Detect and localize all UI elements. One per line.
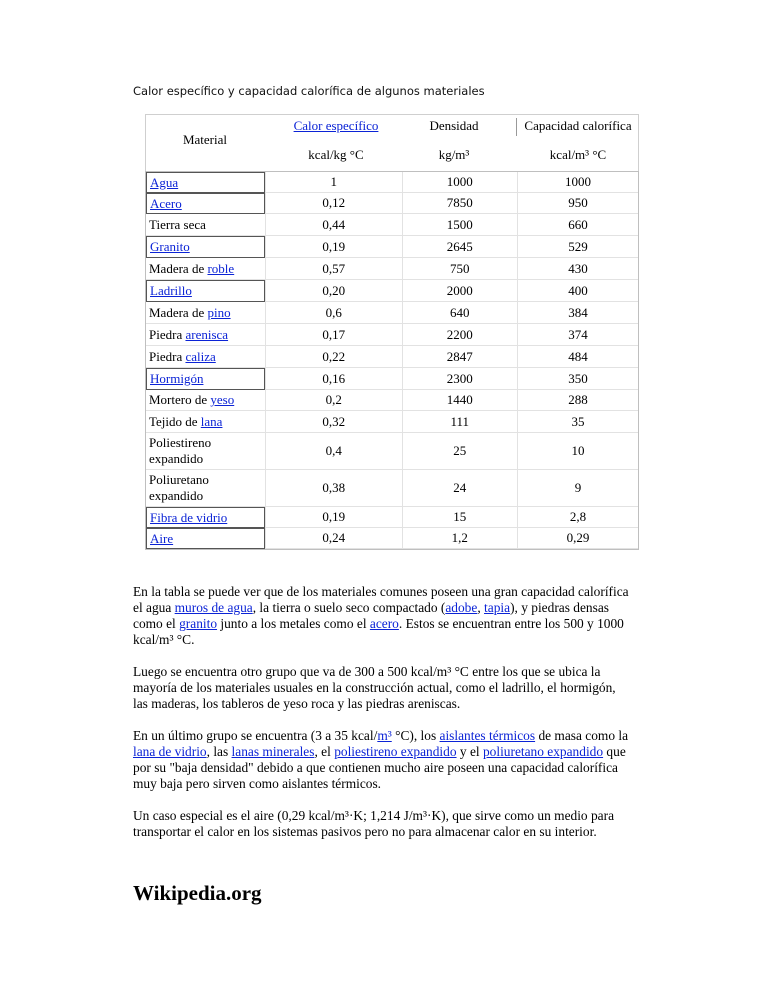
- inline-link[interactable]: granito: [179, 616, 218, 631]
- densidad-value: 25: [402, 433, 517, 470]
- material-name-text: Piedra: [149, 326, 186, 342]
- densidad-value: 2000: [402, 280, 517, 302]
- header-capacidad-unit: kcal/m³ °C: [549, 147, 607, 162]
- table-row: [146, 346, 638, 368]
- paragraph-text: ,: [477, 600, 485, 615]
- material-name-text: Madera de: [149, 260, 208, 276]
- table-row: [146, 433, 638, 470]
- calor-especifico-value: 0,16: [265, 368, 402, 390]
- material-name: [146, 172, 265, 193]
- paragraph: [133, 728, 633, 792]
- calor-especifico-value: 0,32: [265, 411, 402, 433]
- paragraph: [133, 584, 633, 648]
- calor-especifico-value: 0,4: [265, 433, 402, 470]
- paragraph-text: ), y piedras densas como el: [133, 600, 609, 631]
- material-link[interactable]: arenisca: [185, 326, 229, 342]
- body-text: [133, 584, 633, 856]
- header-calor-unit: kcal/kg °C: [308, 147, 364, 162]
- densidad-value: 1000: [402, 172, 517, 193]
- page-title: Calor específico y capacidad calorífica de algunos materiales: [133, 84, 485, 98]
- material-link[interactable]: Granito: [150, 239, 190, 254]
- densidad-value: 24: [402, 470, 517, 507]
- densidad-value: 640: [402, 302, 517, 324]
- table-header: [145, 114, 639, 172]
- capacidad-value: 374: [517, 324, 638, 346]
- paragraph-text: °C), los: [391, 728, 440, 743]
- material-name-text: Piedra: [149, 348, 186, 364]
- capacidad-value: 400: [517, 280, 638, 302]
- calor-especifico-value: 0,22: [265, 346, 402, 368]
- paragraph-text: En la tabla se puede ver que de los materiales comunes poseen una gran capacidad calorífica el agua: [133, 584, 629, 615]
- header-calor-especifico-link[interactable]: Calor específico: [293, 118, 379, 133]
- material-name-text: Poliuretano expandido: [149, 472, 209, 503]
- table-row: [146, 390, 638, 411]
- table-row: [146, 528, 638, 549]
- capacidad-value: 384: [517, 302, 638, 324]
- capacidad-value: 660: [517, 214, 638, 236]
- paragraph-text: , la tierra o suelo seco compactado (: [252, 600, 446, 615]
- densidad-value: 1500: [402, 214, 517, 236]
- paragraph-text: , el: [314, 744, 335, 759]
- capacidad-value: 484: [517, 346, 638, 368]
- paragraph-text: de masa como la: [535, 728, 629, 743]
- inline-link[interactable]: tapia: [484, 600, 511, 615]
- material-name: [146, 528, 265, 549]
- calor-especifico-value: 1: [265, 172, 402, 193]
- paragraph: [133, 808, 633, 840]
- material-name: [146, 258, 265, 280]
- inline-link[interactable]: poliestireno expandido: [334, 744, 457, 759]
- material-name-text: Tierra seca: [149, 216, 206, 232]
- inline-link[interactable]: adobe: [445, 600, 478, 615]
- paragraph: [133, 664, 633, 712]
- material-name: [146, 236, 265, 258]
- table-row: [146, 302, 638, 324]
- material-name: [146, 433, 265, 470]
- capacidad-value: 430: [517, 258, 638, 280]
- calor-especifico-value: 0,20: [265, 280, 402, 302]
- table-row: [146, 470, 638, 507]
- material-name: [146, 368, 265, 390]
- calor-especifico-value: 0,2: [265, 390, 402, 411]
- material-link[interactable]: Agua: [150, 174, 179, 190]
- material-link[interactable]: Aire: [150, 530, 174, 546]
- material-name: [146, 411, 265, 433]
- material-name: [146, 507, 265, 528]
- capacidad-value: 2,8: [517, 507, 638, 528]
- paragraph-text: que por su "baja densidad" debido a que contienen mucho aire poseen una capacidad calorífica muy baja pero sirven como aislantes térmicos.: [133, 744, 626, 791]
- densidad-value: 1,2: [402, 528, 517, 549]
- capacidad-value: 950: [517, 193, 638, 214]
- calor-especifico-value: 0,44: [265, 214, 402, 236]
- calor-especifico-value: 0,57: [265, 258, 402, 280]
- densidad-value: 1440: [402, 390, 517, 411]
- header-top-border: [145, 114, 639, 115]
- material-link[interactable]: caliza: [185, 348, 216, 364]
- table-row: [146, 193, 638, 214]
- material-name: [146, 390, 265, 411]
- table-row: [146, 368, 638, 390]
- calor-especifico-value: 0,17: [265, 324, 402, 346]
- material-name-text: Tejido de: [149, 413, 201, 429]
- paragraph-text: junto a los metales como el: [217, 616, 370, 631]
- material-name: [146, 302, 265, 324]
- capacidad-value: 10: [517, 433, 638, 470]
- calor-especifico-value: 0,38: [265, 470, 402, 507]
- header-material: Material: [182, 132, 228, 147]
- header-densidad: Densidad: [429, 118, 479, 133]
- material-name: [146, 470, 265, 507]
- inline-link[interactable]: poliuretano expandido: [482, 744, 604, 759]
- calor-especifico-value: 0,12: [265, 193, 402, 214]
- material-name-text: Mortero de: [149, 392, 211, 407]
- inline-link[interactable]: lana de vidrio: [133, 744, 207, 759]
- table-row: [146, 172, 638, 193]
- material-name-text: Poliestireno expandido: [149, 435, 212, 466]
- paragraph-text: , las: [206, 744, 232, 759]
- table-row: [146, 214, 638, 236]
- material-link[interactable]: roble: [207, 260, 235, 276]
- capacidad-value: 529: [517, 236, 638, 258]
- table-row: [146, 236, 638, 258]
- material-link[interactable]: lana: [200, 413, 223, 429]
- paragraph-text: y el: [456, 744, 483, 759]
- paragraph-text: En un último grupo se encuentra (3 a 35 kcal/: [133, 728, 378, 743]
- calor-especifico-value: 0,19: [265, 236, 402, 258]
- material-name: [146, 346, 265, 368]
- material-link[interactable]: pino: [207, 304, 231, 320]
- densidad-value: 15: [402, 507, 517, 528]
- material-name: [146, 324, 265, 346]
- capacidad-value: 288: [517, 390, 638, 411]
- densidad-value: 750: [402, 258, 517, 280]
- calor-especifico-value: 0,19: [265, 507, 402, 528]
- header-densidad-unit: kg/m³: [438, 147, 470, 162]
- densidad-value: 2300: [402, 368, 517, 390]
- inline-link[interactable]: muros de agua: [174, 600, 253, 615]
- material-link[interactable]: yeso: [210, 392, 235, 407]
- densidad-value: 2200: [402, 324, 517, 346]
- material-link[interactable]: Ladrillo: [150, 283, 192, 298]
- densidad-value: 2847: [402, 346, 517, 368]
- capacidad-value: 350: [517, 368, 638, 390]
- calor-especifico-value: 0,6: [265, 302, 402, 324]
- table-row: [146, 280, 638, 302]
- header-capacidad: Capacidad calorífica: [524, 118, 632, 133]
- paragraph-text: . Estos se encuentran entre los 500 y 1000 kcal/m³ °C.: [133, 616, 624, 647]
- inline-link[interactable]: acero: [369, 616, 399, 631]
- inline-link[interactable]: aislantes térmicos: [439, 728, 536, 743]
- densidad-value: 111: [402, 411, 517, 433]
- paragraph-text: Luego se encuentra otro grupo que va de 300 a 500 kcal/m³ °C entre los que se ubica la mayoría de los materiales usuales en la construcción actual, como el ladrillo, el hormigón, las maderas, los tableros de yeso roca y las piedras areniscas.: [133, 664, 616, 711]
- material-link[interactable]: Hormigón: [150, 371, 204, 386]
- material-link[interactable]: Acero: [150, 195, 182, 211]
- inline-link[interactable]: lanas minerales: [231, 744, 315, 759]
- material-name: [146, 193, 265, 214]
- paragraph-text: Un caso especial es el aire (0,29 kcal/m³·K; 1,214 J/m³·K), que sirve como un medio para transportar el calor en los sistemas pasivos pero no para almacenar calor en su interior.: [133, 808, 615, 839]
- inline-link[interactable]: m³: [377, 728, 392, 743]
- table-row: [146, 258, 638, 280]
- capacidad-value: 0,29: [517, 528, 638, 549]
- material-link[interactable]: Fibra de vidrio: [150, 509, 228, 525]
- table-row: [146, 324, 638, 346]
- header-calor-especifico[interactable]: [267, 118, 405, 134]
- materials-table: [145, 171, 639, 550]
- densidad-value: 2645: [402, 236, 517, 258]
- capacidad-value: 35: [517, 411, 638, 433]
- capacidad-value: 9: [517, 470, 638, 507]
- table-row: [146, 507, 638, 528]
- material-name: [146, 214, 265, 236]
- table-row: [146, 411, 638, 433]
- footer-source: Wikipedia.org: [133, 881, 262, 905]
- capacidad-value: 1000: [517, 172, 638, 193]
- material-name-text: Madera de: [149, 304, 208, 320]
- densidad-value: 7850: [402, 193, 517, 214]
- material-name: [146, 280, 265, 302]
- calor-especifico-value: 0,24: [265, 528, 402, 549]
